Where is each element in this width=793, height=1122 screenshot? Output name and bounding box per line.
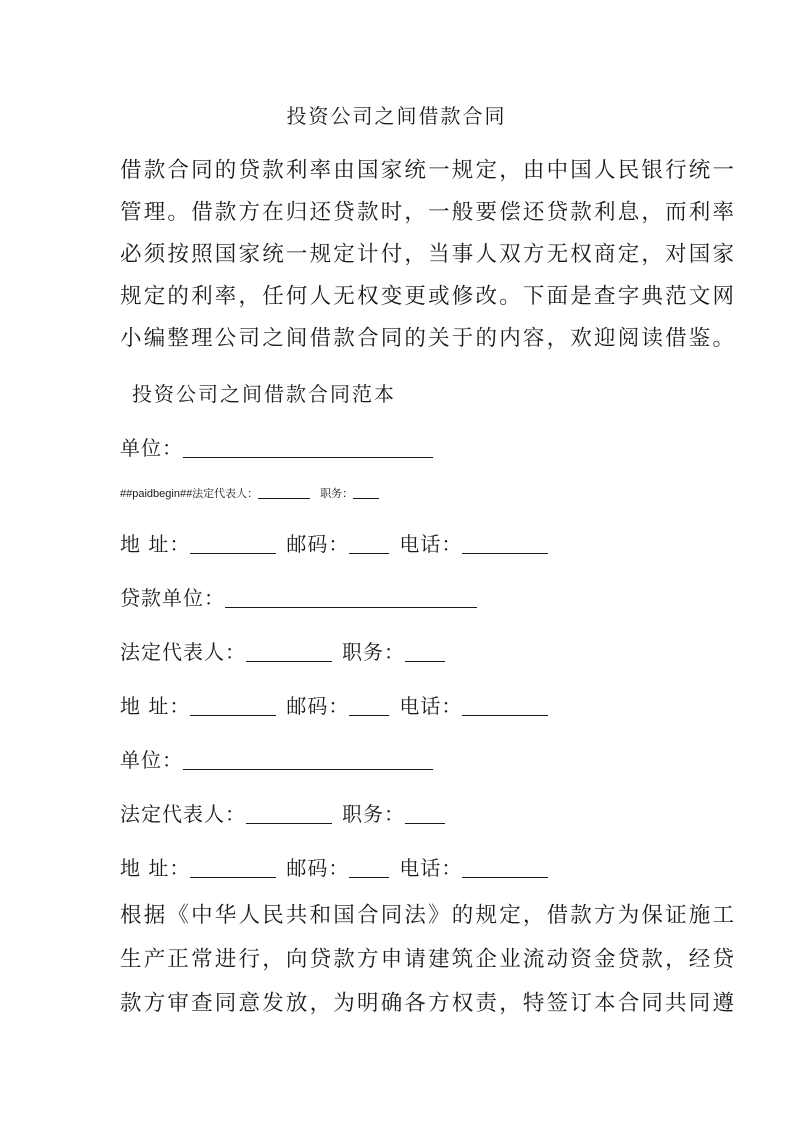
address-row bbox=[120, 529, 548, 559]
legal-rep-label: 法定代表人： bbox=[120, 640, 246, 664]
phone-blank bbox=[462, 857, 548, 878]
lender-unit-label: 贷款单位： bbox=[120, 586, 225, 610]
phone-blank bbox=[462, 695, 548, 716]
address-blank bbox=[190, 857, 276, 878]
legal-rep-row bbox=[120, 799, 445, 829]
address-blank bbox=[190, 695, 276, 716]
address-label: 地 址： bbox=[120, 532, 191, 556]
intro-paragraph bbox=[120, 150, 737, 360]
body-line: 款方审查同意发放，为明确各方权责，特签订本合同共同遵 bbox=[120, 991, 737, 1016]
legal-rep-row bbox=[120, 637, 445, 667]
postcode-label: 邮码： bbox=[286, 694, 350, 718]
unit-blank bbox=[183, 437, 433, 458]
unit-blank bbox=[183, 749, 433, 770]
document-title: 投资公司之间借款合同 bbox=[286, 104, 507, 128]
phone-label: 电话： bbox=[399, 856, 463, 880]
paid-legal-rep-blank bbox=[258, 488, 310, 499]
phone-label: 电话： bbox=[399, 532, 463, 556]
postcode-blank bbox=[349, 533, 389, 554]
postcode-label: 邮码： bbox=[286, 856, 350, 880]
duty-label: 职务： bbox=[342, 640, 405, 664]
duty-label: 职务： bbox=[342, 802, 405, 826]
legal-rep-blank bbox=[246, 803, 332, 824]
body-line: 生产正常进行，向贷款方申请建筑企业流动资金贷款，经贷 bbox=[120, 947, 737, 972]
postcode-blank bbox=[349, 857, 389, 878]
intro-line: 规定的利率，任何人无权变更或修改。下面是查字典范文网 bbox=[120, 284, 737, 309]
legal-rep-blank bbox=[246, 641, 332, 662]
legal-rep-label: 法定代表人： bbox=[120, 802, 246, 826]
address-label: 地 址： bbox=[120, 856, 191, 880]
paid-legal-rep-label: ##paidbegin##法定代表人： bbox=[120, 488, 259, 500]
duty-blank bbox=[405, 803, 445, 824]
address-blank bbox=[190, 533, 276, 554]
address-row bbox=[120, 691, 548, 721]
duty-blank bbox=[405, 641, 445, 662]
phone-label: 电话： bbox=[399, 694, 463, 718]
body-paragraph bbox=[120, 894, 737, 1026]
lender-unit-row bbox=[120, 583, 477, 613]
borrower-unit-row bbox=[120, 433, 433, 463]
unit-label: 单位： bbox=[120, 436, 183, 460]
unit-label: 单位： bbox=[120, 748, 183, 772]
guarantor-unit-row bbox=[120, 745, 433, 775]
paid-duty-blank bbox=[353, 488, 379, 499]
postcode-blank bbox=[349, 695, 389, 716]
paid-begin-line bbox=[120, 486, 379, 502]
intro-line: 借款合同的贷款利率由国家统一规定，由中国人民银行统一 bbox=[120, 158, 737, 183]
address-row bbox=[120, 853, 548, 883]
section-subtitle: 投资公司之间借款合同范本 bbox=[132, 382, 396, 406]
body-line: 根据《中华人民共和国合同法》的规定，借款方为保证施工 bbox=[120, 903, 737, 928]
intro-line: 管理。借款方在归还贷款时，一般要偿还贷款利息，而利率 bbox=[120, 200, 737, 225]
paid-duty-label: 职务： bbox=[320, 488, 354, 500]
postcode-label: 邮码： bbox=[286, 532, 350, 556]
intro-line: 小编整理公司之间借款合同的关于的内容，欢迎阅读借鉴。 bbox=[120, 326, 737, 351]
phone-blank bbox=[462, 533, 548, 554]
lender-unit-blank bbox=[225, 587, 477, 608]
address-label: 地 址： bbox=[120, 694, 191, 718]
intro-line: 必须按照国家统一规定计付，当事人双方无权商定，对国家 bbox=[120, 242, 737, 267]
